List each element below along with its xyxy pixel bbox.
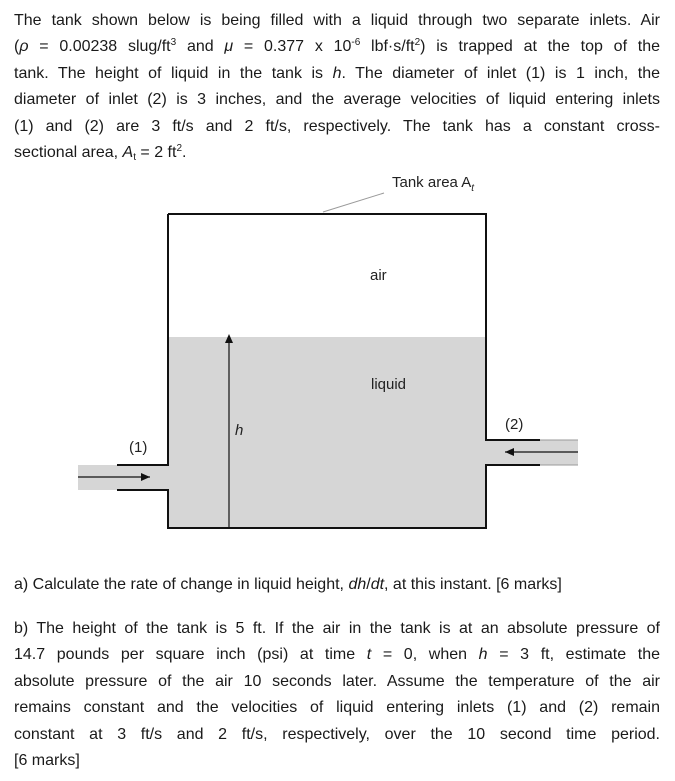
- text-line: The tank shown below is being filled with a liquid through two separate inlets. Air: [14, 12, 660, 29]
- liquid-label: liquid: [371, 376, 407, 393]
- question-a: [14, 572, 660, 598]
- text-line: constant at 3 ft/s and 2 ft/s, respectively, over the 10 second time period.: [14, 725, 660, 743]
- text-line: remains constant and the velocities of liquid entering inlets (1) and (2) remain: [14, 699, 660, 717]
- text-line: b) The height of the tank is 5 ft. If the air in the tank is at an absolute pressure of: [14, 620, 660, 637]
- text-line: absolute pressure of the air 10 seconds later. Assume the temperature of the air: [14, 672, 660, 690]
- text-line: (ρ = 0.00238 slug/$ft^3$ and μ = 0.377 x $10^{-6}$ $lbf\cdot s/ft^2$) is trapped at the top of the: [14, 37, 661, 56]
- question-b: [14, 616, 660, 774]
- inlet2-label: (2): [505, 416, 524, 433]
- tank-area-leader: [323, 193, 384, 212]
- height-label: h: [235, 422, 244, 439]
- air-label: air: [370, 267, 387, 284]
- text-line: tank. The height of liquid in the tank is h. The diameter of inlet (1) is 1 inch, the: [14, 64, 660, 82]
- text-line: 14.7 pounds per square inch (psi) at time t = 0, when h = 3 ft, estimate the: [14, 646, 661, 664]
- inlet1-label: (1): [129, 439, 148, 456]
- text-line: [6 marks]: [14, 751, 80, 769]
- tank-area-label: Tank area $A_t$: [392, 174, 474, 194]
- tank-area-subscript: t: [471, 183, 474, 194]
- liquid-region: [78, 337, 578, 528]
- text-line: a) Calculate the rate of change in liquid height, dh/dt, at this instant. [6 marks]: [14, 576, 562, 593]
- text-line: sectional area, $A_t = 2$ $ft^2$.: [14, 142, 187, 163]
- text-line: diameter of inlet (2) is 3 inches, and the average velocities of liquid entering inlets: [14, 91, 660, 109]
- text-line: (1) and (2) are 3 ft/s and 2 ft/s, respectively. The tank has a constant cross-: [14, 117, 660, 135]
